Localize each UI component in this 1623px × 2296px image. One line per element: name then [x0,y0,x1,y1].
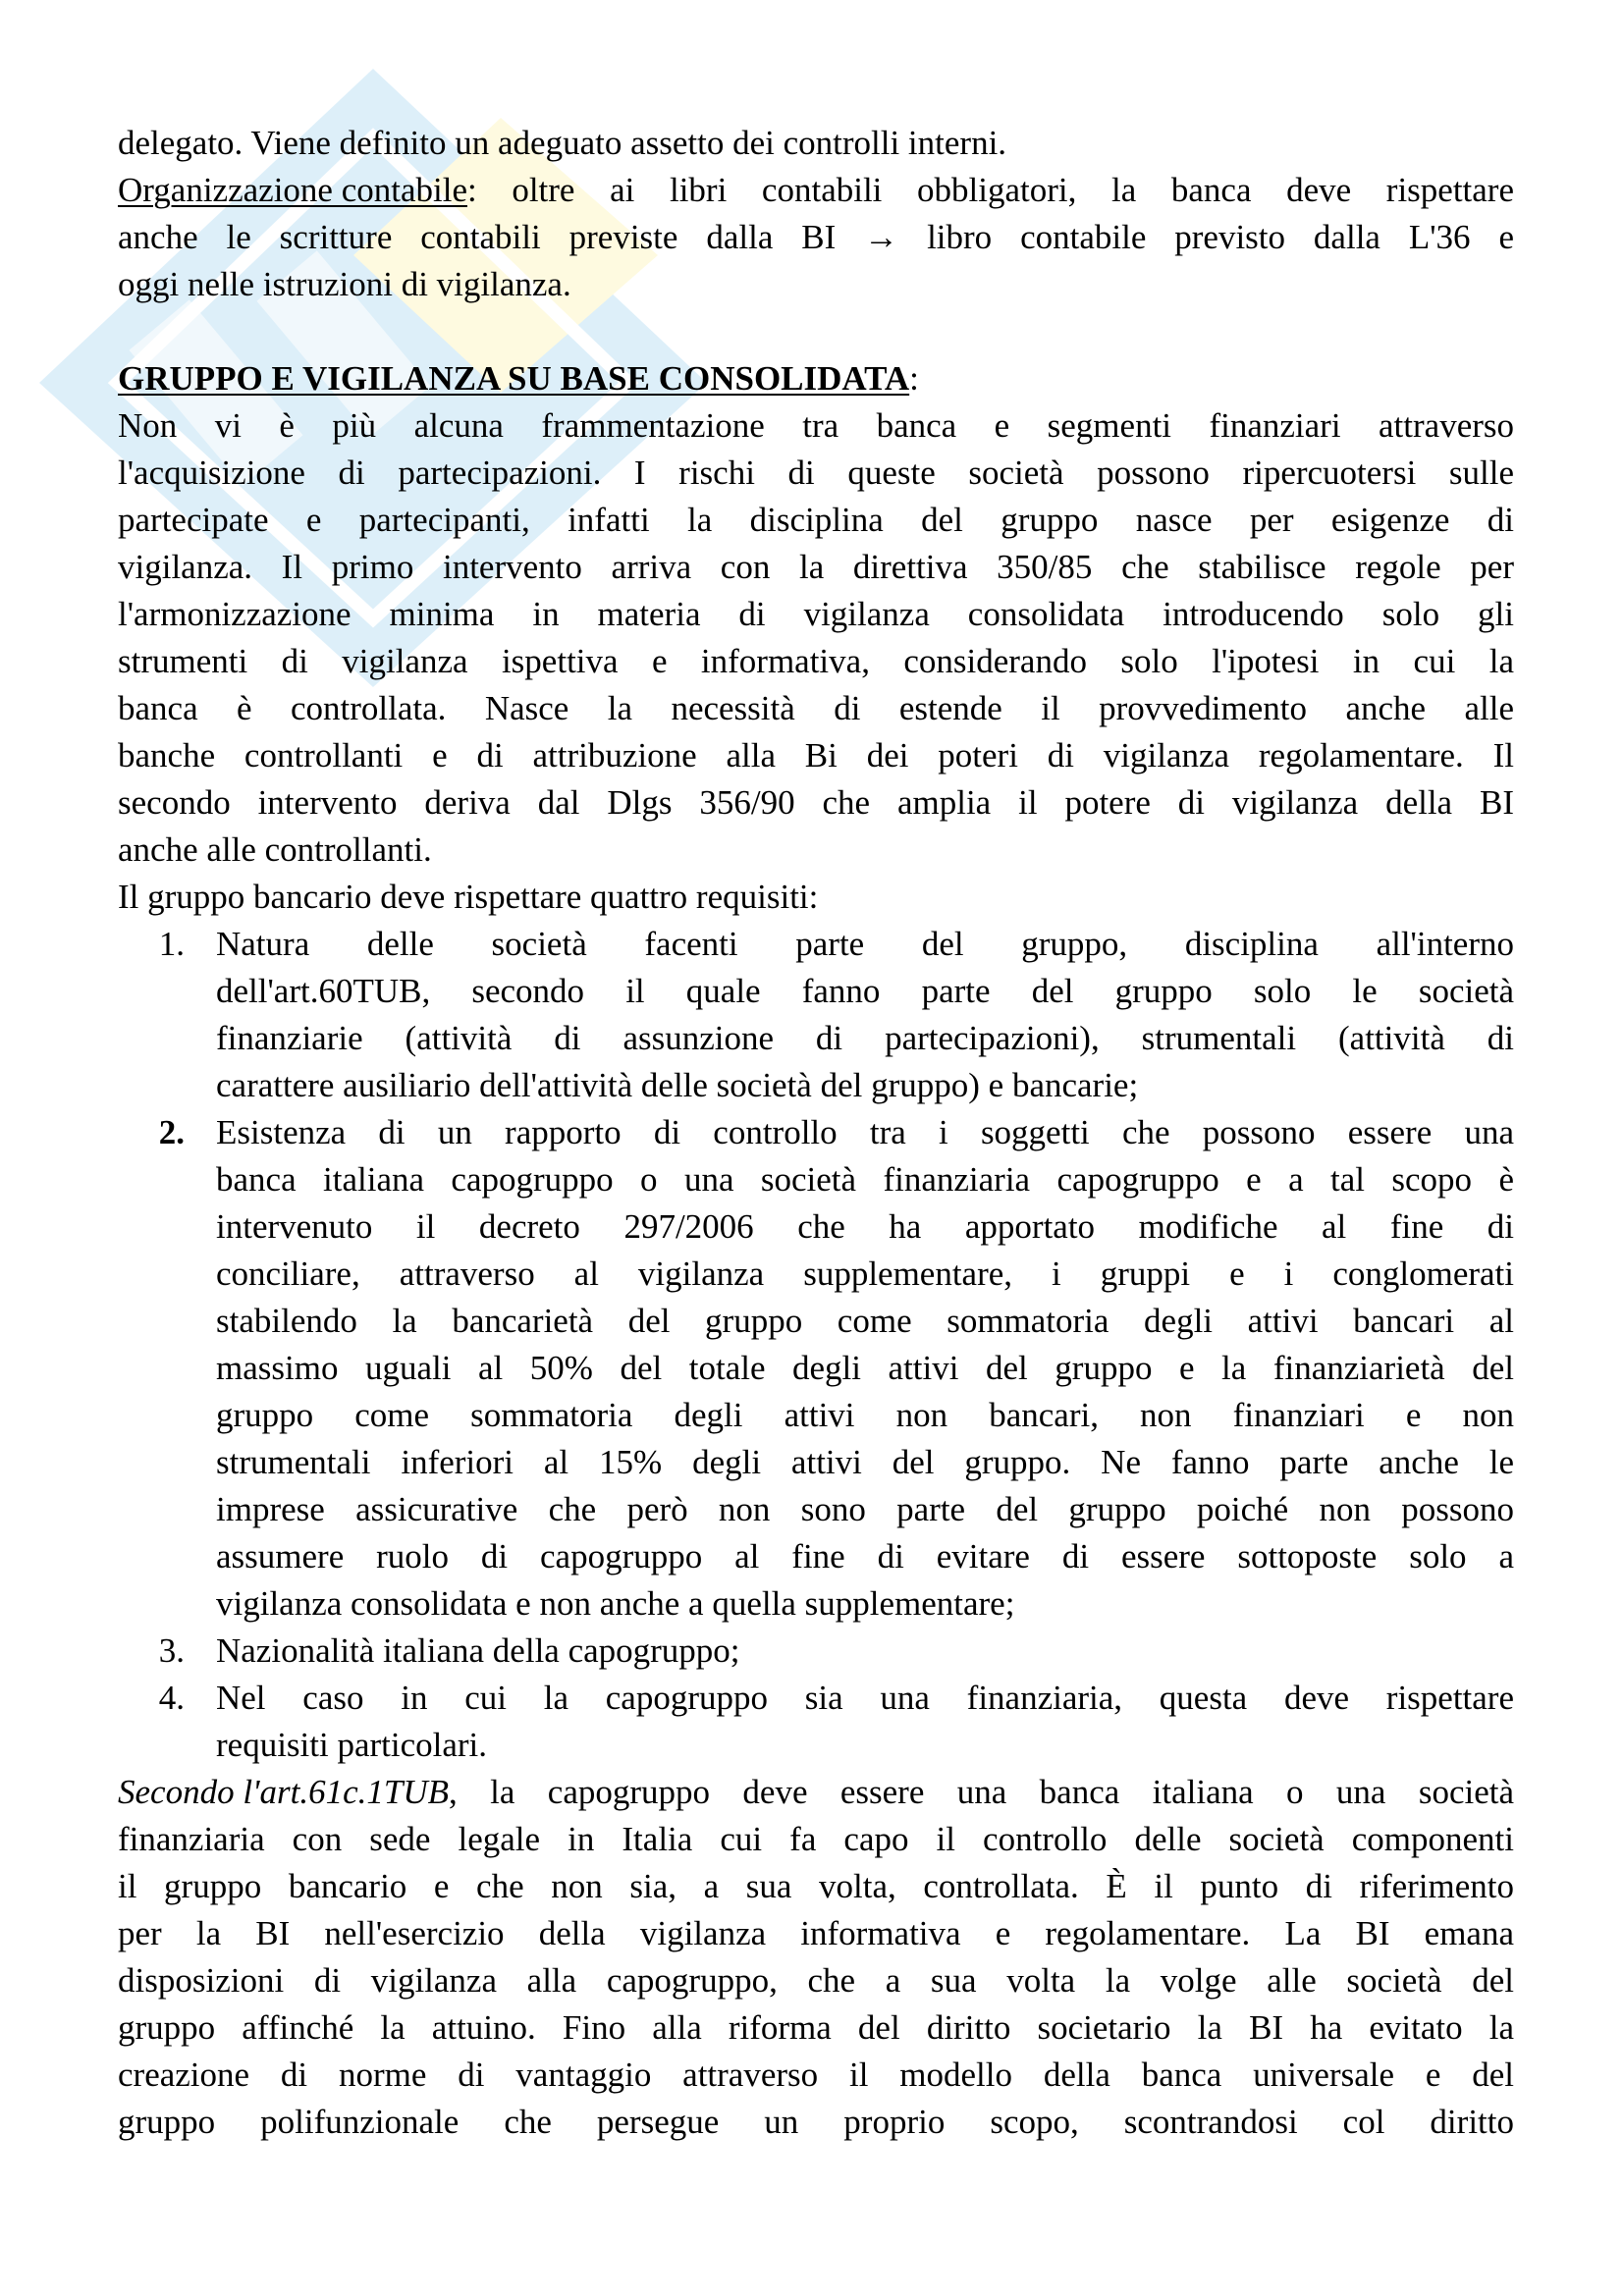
heading-colon: : [909,359,919,398]
text-line: Nazionalità italiana della capogruppo; [216,1631,740,1670]
text-line: dell'art.60TUB, secondo il quale fanno parte del gruppo solo le società [216,972,1514,1010]
list-number: 4. [158,1679,185,1717]
list-item [118,1109,1514,1628]
text-line: banca italiana capogruppo o una società finanziaria capogruppo e a tal scopo è [216,1160,1514,1199]
text-line: strumenti di vigilanza ispettiva e informativa, considerando solo l'ipotesi in cui la [118,642,1514,680]
text-span: : oltre ai libri contabili obbligatori, la banca deve rispettare [466,171,1514,209]
list-item [118,1675,1514,1769]
text-line: partecipate e partecipanti, infatti la disciplina del gruppo nasce per esigenze di [118,501,1514,539]
text-line: vigilanza consolidata e non anche a quella supplementare; [216,1584,1015,1623]
text-line: l'acquisizione di partecipazioni. I rischi di queste società possono ripercuotersi sulle [118,454,1514,492]
list-item-text [216,1675,1514,1769]
text-line: banca è controllata. Nasce la necessità di estende il provvedimento anche alle [118,689,1514,727]
text-line: vigilanza. Il primo intervento arriva con la direttiva 350/85 che stabilisce regole per [118,548,1514,586]
list-number: 1. [158,925,185,963]
text-line: il gruppo bancario e che non sia, a sua volta, controllata. È il punto di riferimento [118,1867,1514,1905]
document-page [118,120,1514,2146]
text-line: anche alle controllanti. [118,830,432,869]
text-line: intervenuto il decreto 297/2006 che ha apportato modifiche al fine di [216,1207,1514,1246]
list-item-text [216,921,1514,1109]
text-line: massimo uguali al 50% del totale degli attivi del gruppo e la finanziarietà del [216,1349,1514,1387]
text-line: Non vi è più alcuna frammentazione tra banca e segmenti finanziari attraverso [118,406,1514,445]
text-line: anche le scritture contabili previste dalla BI → libro contabile previsto dalla L'36 e [118,218,1514,256]
text-line: requisiti particolari. [216,1726,488,1764]
paragraph-capogruppo [118,1769,1514,2146]
text-line-article [118,1769,1514,1816]
text-line: per la BI nell'esercizio della vigilanza informativa e regolamentare. La BI emana [118,1914,1514,1952]
text-line: gruppo polifunzionale che persegue un proprio scopo, scontrandosi col diritto [118,2103,1514,2141]
list-number: 2. [158,1113,185,1151]
org-contabile-label: Organizzazione contabile [118,171,467,209]
text-line: creazione di norme di vantaggio attraverso il modello della banca universale e del [118,2056,1514,2094]
heading-title: GRUPPO E VIGILANZA SU BASE CONSOLIDATA [118,359,910,398]
text-line: Natura delle società facenti parte del gruppo, disciplina all'interno [216,925,1514,963]
text-line: finanziaria con sede legale in Italia cui fa capo il controllo delle società componenti [118,1820,1514,1858]
list-number: 3. [158,1631,185,1670]
text-line: assumere ruolo di capogruppo al fine di evitare di essere sottoposte solo a [216,1537,1514,1575]
text-span: , la capogruppo deve essere una banca italiana o una società [449,1773,1514,1811]
text-line: banche controllanti e di attribuzione alla Bi dei poteri di vigilanza regolamentare. Il [118,736,1514,774]
text-line: conciliare, attraverso al vigilanza supplementare, i gruppi e i conglomerati [216,1255,1514,1293]
text-line: oggi nelle istruzioni di vigilanza. [118,265,571,303]
list-item-text [216,1109,1514,1628]
text-line: gruppo come sommatoria degli attivi non bancari, non finanziari e non [216,1396,1514,1434]
text-line: gruppo affinché la attuino. Fino alla riforma del diritto societario la BI ha evitato la [118,2008,1514,2047]
text-line: Il gruppo bancario deve rispettare quattro requisiti: [118,878,819,916]
text-line: carattere ausiliario dell'attività delle società del gruppo) e bancarie; [216,1066,1139,1104]
text-line: finanziarie (attività di assunzione di partecipazioni), strumentali (attività di [216,1019,1514,1057]
text-line-organizzazione [118,167,1514,214]
text-line: Esistenza di un rapporto di controllo tra i soggetti che possono essere una [216,1113,1514,1151]
text-line: delegato. Viene definito un adeguato assetto dei controlli interni. [118,124,1007,162]
text-line: stabilendo la bancarietà del gruppo come sommatoria degli attivi bancari al [216,1302,1514,1340]
list-item-text [216,1628,1514,1675]
text-line: imprese assicurative che però non sono parte del gruppo poiché non possono [216,1490,1514,1528]
paragraph-gruppo [118,402,1514,874]
text-line: l'armonizzazione minima in materia di vigilanza consolidata introducendo solo gli [118,595,1514,633]
section-heading [118,355,1514,402]
list-item [118,1628,1514,1675]
blank-line [118,308,1514,355]
text-line: strumentali inferiori al 15% degli attivi del gruppo. Ne fanno parte anche le [216,1443,1514,1481]
article-reference: Secondo l'art.61c.1TUB [118,1773,450,1811]
list-item [118,921,1514,1109]
text-line: disposizioni di vigilanza alla capogruppo, che a sua volta la volge alle società del [118,1961,1514,2000]
text-line: secondo intervento deriva dal Dlgs 356/90 che amplia il potere di vigilanza della BI [118,783,1514,822]
text-line: Nel caso in cui la capogruppo sia una finanziaria, questa deve rispettare [216,1679,1514,1717]
